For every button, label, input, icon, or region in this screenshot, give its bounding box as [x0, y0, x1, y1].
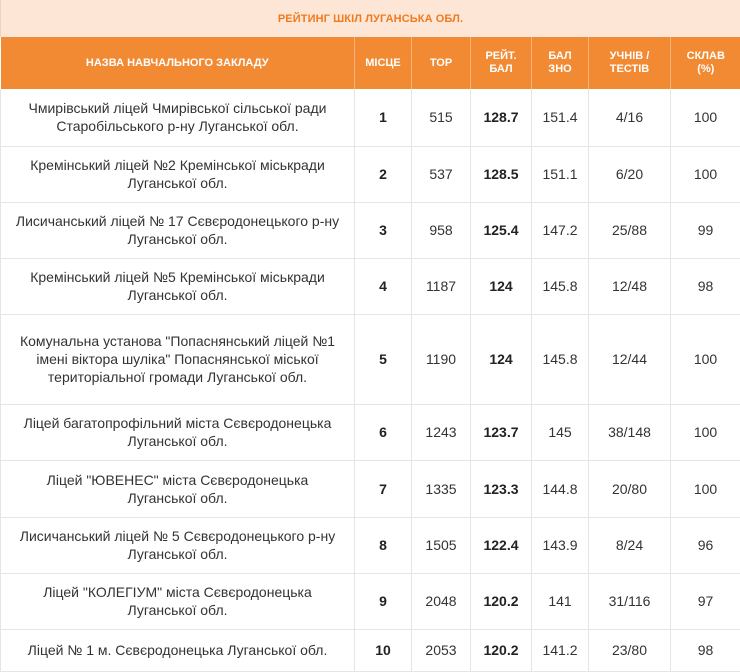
- score-cell: 128.5: [471, 146, 532, 202]
- zno-cell: 147.2: [532, 202, 589, 258]
- table-row: [1, 258, 740, 314]
- place-cell: 10: [355, 629, 412, 671]
- students-cell: 25/88: [589, 202, 671, 258]
- composition-cell: 99: [671, 202, 740, 258]
- school-name: Ліцей "ЮВЕНЕС" міста Сєвєродонецька Луганської обл.: [1, 460, 355, 517]
- top-cell: 1187: [412, 258, 471, 314]
- place-cell: 3: [355, 202, 412, 258]
- composition-cell: 96: [671, 517, 740, 573]
- zno-cell: 151.4: [532, 89, 589, 146]
- score-cell: 120.2: [471, 573, 532, 629]
- score-cell: 128.7: [471, 89, 532, 146]
- school-name: Ліцей "КОЛЕГІУМ" міста Сєвєродонецька Луганської обл.: [1, 573, 355, 629]
- zno-cell: 145.8: [532, 314, 589, 404]
- school-name: Кремінський ліцей №5 Кремінської міськради Луганської обл.: [1, 258, 355, 314]
- composition-cell: 100: [671, 404, 740, 460]
- table-row: [1, 460, 740, 517]
- table-row: [1, 314, 740, 404]
- table-title: РЕЙТИНГ ШКІЛ ЛУГАНСЬКА ОБЛ.: [1, 0, 740, 37]
- school-name: Ліцей № 1 м. Сєвєродонецька Луганської обл.: [1, 629, 355, 671]
- composition-cell: 97: [671, 573, 740, 629]
- table-row: [1, 89, 740, 146]
- top-cell: 1243: [412, 404, 471, 460]
- zno-cell: 144.8: [532, 460, 589, 517]
- composition-cell: 98: [671, 258, 740, 314]
- place-cell: 5: [355, 314, 412, 404]
- score-cell: 124: [471, 314, 532, 404]
- zno-cell: 141: [532, 573, 589, 629]
- zno-cell: 143.9: [532, 517, 589, 573]
- table-row: [1, 146, 740, 202]
- score-cell: 123.3: [471, 460, 532, 517]
- table-header-row: [1, 37, 740, 89]
- place-cell: 2: [355, 146, 412, 202]
- score-cell: 125.4: [471, 202, 532, 258]
- header-zno: БАЛ ЗНО: [532, 37, 589, 89]
- table-row: [1, 517, 740, 573]
- header-score: РЕЙТ. БАЛ: [471, 37, 532, 89]
- place-cell: 9: [355, 573, 412, 629]
- top-cell: 2048: [412, 573, 471, 629]
- top-cell: 1505: [412, 517, 471, 573]
- header-name: НАЗВА НАВЧАЛЬНОГО ЗАКЛАДУ: [1, 37, 355, 89]
- place-cell: 7: [355, 460, 412, 517]
- table-row: [1, 202, 740, 258]
- zno-cell: 141.2: [532, 629, 589, 671]
- students-cell: 12/44: [589, 314, 671, 404]
- score-cell: 120.2: [471, 629, 532, 671]
- header-place: МІСЦЕ: [355, 37, 412, 89]
- top-cell: 537: [412, 146, 471, 202]
- top-cell: 958: [412, 202, 471, 258]
- top-cell: 1190: [412, 314, 471, 404]
- score-cell: 123.7: [471, 404, 532, 460]
- school-name: Лисичанський ліцей № 17 Сєвєродонецького р-ну Луганської обл.: [1, 202, 355, 258]
- school-name: Ліцей багатопрофільний міста Сєвєродонецька Луганської обл.: [1, 404, 355, 460]
- place-cell: 4: [355, 258, 412, 314]
- score-cell: 122.4: [471, 517, 532, 573]
- composition-cell: 100: [671, 460, 740, 517]
- school-name: Чмирівський ліцей Чмирівської сільської ради Старобільського р-ну Луганської обл.: [1, 89, 355, 146]
- zno-cell: 145: [532, 404, 589, 460]
- top-cell: 2053: [412, 629, 471, 671]
- score-cell: 124: [471, 258, 532, 314]
- table-row: [1, 573, 740, 629]
- place-cell: 6: [355, 404, 412, 460]
- students-cell: 20/80: [589, 460, 671, 517]
- school-name: Лисичанський ліцей № 5 Сєвєродонецького р-ну Луганської обл.: [1, 517, 355, 573]
- students-cell: 6/20: [589, 146, 671, 202]
- students-cell: 31/116: [589, 573, 671, 629]
- header-composition: СКЛАВ (%): [671, 37, 740, 89]
- students-cell: 8/24: [589, 517, 671, 573]
- table-title-row: [1, 0, 740, 37]
- zno-cell: 151.1: [532, 146, 589, 202]
- composition-cell: 98: [671, 629, 740, 671]
- students-cell: 38/148: [589, 404, 671, 460]
- table-row: [1, 404, 740, 460]
- students-cell: 4/16: [589, 89, 671, 146]
- top-cell: 1335: [412, 460, 471, 517]
- students-cell: 12/48: [589, 258, 671, 314]
- school-name: Комунальна установа "Попаснянський ліцей №1 імені віктора шулiка" Попаснянської міської територіальної громади Луганської обл.: [1, 314, 355, 404]
- composition-cell: 100: [671, 314, 740, 404]
- composition-cell: 100: [671, 89, 740, 146]
- header-students: УЧНІВ / ТЕСТІВ: [589, 37, 671, 89]
- students-cell: 23/80: [589, 629, 671, 671]
- composition-cell: 100: [671, 146, 740, 202]
- zno-cell: 145.8: [532, 258, 589, 314]
- top-cell: 515: [412, 89, 471, 146]
- place-cell: 8: [355, 517, 412, 573]
- school-name: Кремінський ліцей №2 Кремінської міськради Луганської обл.: [1, 146, 355, 202]
- place-cell: 1: [355, 89, 412, 146]
- header-top: ТОР: [412, 37, 471, 89]
